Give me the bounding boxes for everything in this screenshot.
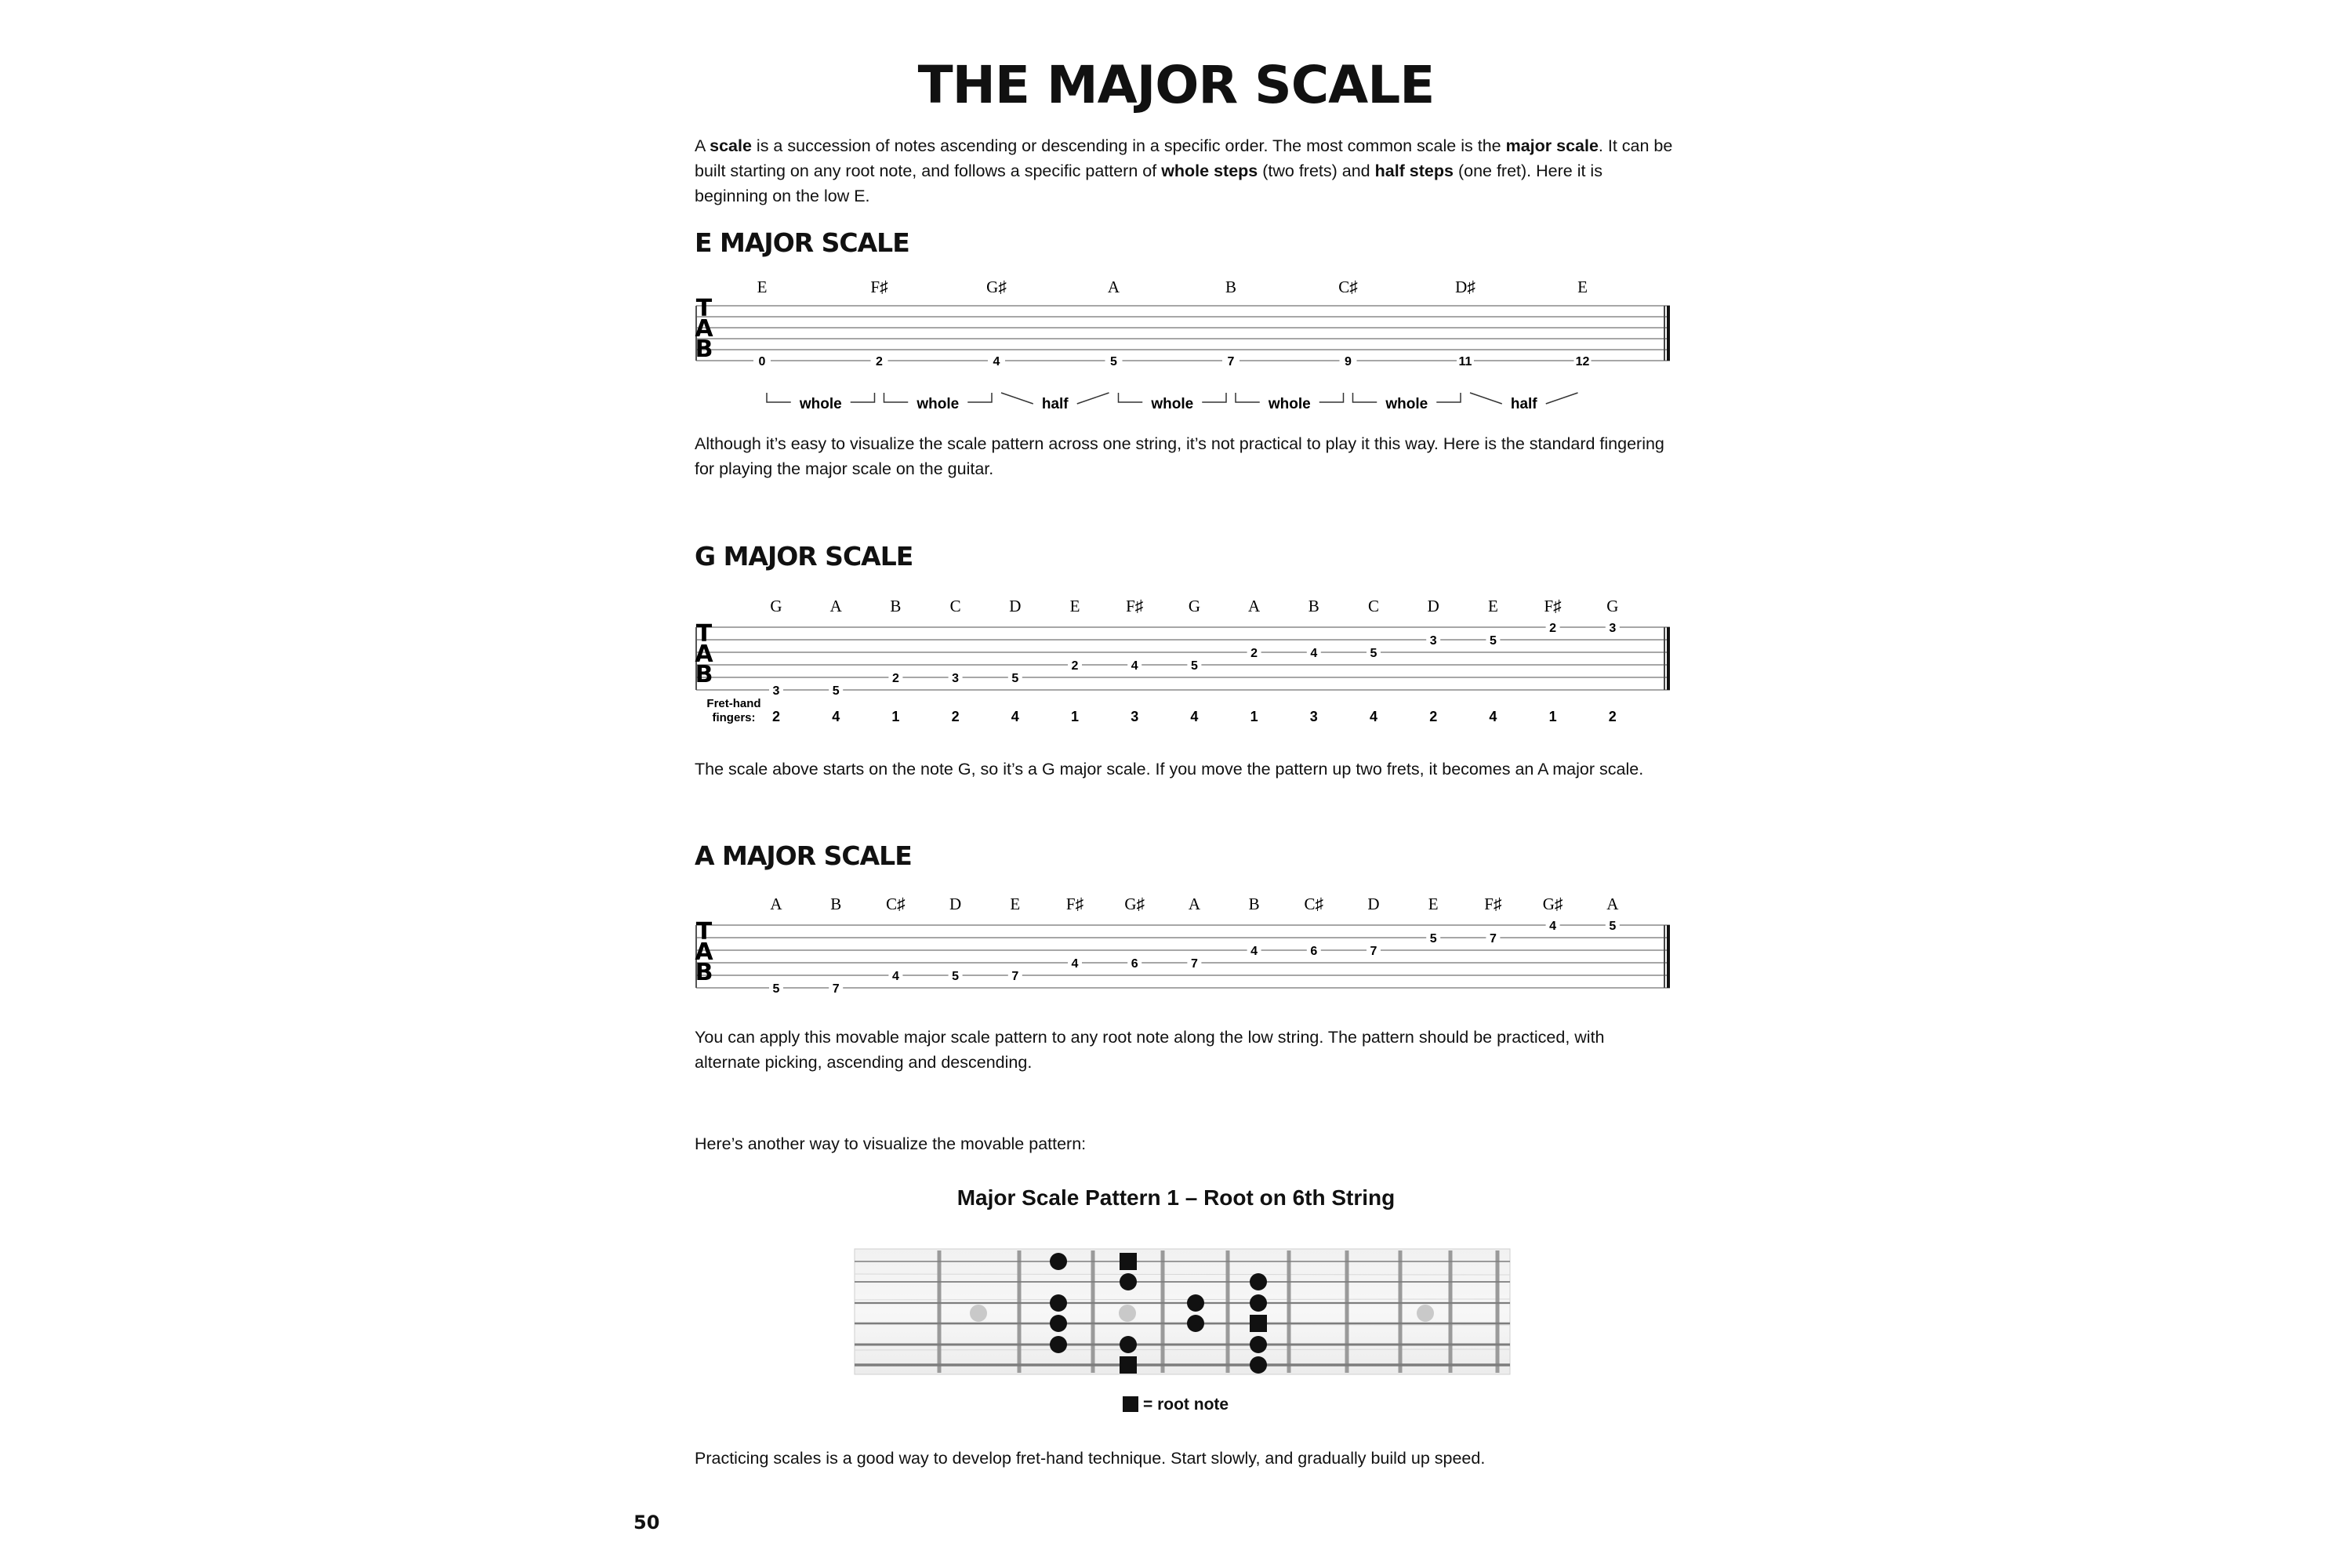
tab-clef-letter: A <box>695 641 713 668</box>
intro-bold-major-scale: major scale <box>1505 136 1599 155</box>
step-label: half <box>1041 396 1069 412</box>
paragraph-five: Here’s another way to visualize the movable pattern: <box>695 1134 1087 1153</box>
fret-number: 7 <box>1227 355 1235 368</box>
note-name: D <box>1367 895 1380 913</box>
finger-number: 3 <box>1309 709 1318 724</box>
step-label: half <box>1510 396 1537 412</box>
intro-text-5: (one fret). Here it is beginning on the low E. <box>695 162 1602 205</box>
fret-number: 6 <box>1310 945 1318 958</box>
fret-number: 4 <box>1250 945 1258 958</box>
paragraph-six: Practicing scales is a good way to develop fret-hand technique. Start slowly, and gradually build up speed. <box>695 1449 1486 1468</box>
finger-number: 2 <box>1608 709 1617 724</box>
note-name: E <box>1010 895 1021 913</box>
fret-number: 2 <box>1071 659 1079 673</box>
note-name: A <box>1188 895 1200 913</box>
fret-number: 2 <box>1549 622 1557 635</box>
finger-number: 2 <box>951 709 960 724</box>
fret-marker <box>1417 1305 1434 1322</box>
half-step-bracket <box>1546 393 1578 404</box>
fret-number: 3 <box>952 672 960 685</box>
fret-number: 5 <box>1370 647 1377 660</box>
fret-marker <box>1119 1305 1136 1322</box>
scale-dot <box>1050 1336 1067 1353</box>
tab-clef-letter: T <box>695 620 713 648</box>
note-name: B <box>830 895 842 913</box>
fret-number: 5 <box>952 970 960 983</box>
half-step-bracket <box>1001 393 1033 404</box>
note-name: D <box>1427 597 1439 615</box>
step-label: whole <box>1385 396 1428 412</box>
g-major-tab <box>690 588 1678 741</box>
finger-number: 2 <box>1429 709 1438 724</box>
half-step-bracket <box>1470 393 1502 404</box>
fret-number: 5 <box>1190 659 1198 673</box>
scale-dot <box>1050 1253 1067 1270</box>
note-name: C♯ <box>886 895 906 913</box>
finger-number: 1 <box>1250 709 1258 724</box>
note-name: D <box>1009 597 1022 615</box>
intro-paragraph <box>695 133 1675 209</box>
fretboard-diagram <box>853 1243 1512 1380</box>
note-name: D <box>949 895 962 913</box>
tab-clef-letter: B <box>695 661 713 688</box>
fret-number: 5 <box>832 684 840 698</box>
note-name: C <box>949 597 961 615</box>
intro-text-4: (two frets) and <box>1258 162 1375 180</box>
fret-number: 5 <box>1011 672 1019 685</box>
fret-number: 4 <box>1131 659 1138 673</box>
fingers-label-line-1: Fret-hand <box>706 697 761 710</box>
whole-step-bracket <box>1236 393 1260 402</box>
fret-number: 3 <box>1609 622 1617 635</box>
page-title: THE MAJOR SCALE <box>917 55 1435 115</box>
fret-number: 3 <box>772 684 780 698</box>
finger-number: 1 <box>1548 709 1557 724</box>
fret-number: 5 <box>1609 920 1617 933</box>
fret-number: 6 <box>1131 957 1138 971</box>
fret-number: 9 <box>1345 355 1352 368</box>
scale-dot <box>1187 1294 1204 1312</box>
paragraph-three: The scale above starts on the note G, so it’s a G major scale. If you move the pattern up two frets, it becomes an A major scale. <box>695 760 1644 779</box>
note-name: B <box>1225 278 1237 296</box>
note-name: G <box>1606 597 1619 615</box>
whole-step-bracket <box>967 393 992 402</box>
fret-number: 3 <box>1429 634 1437 648</box>
fret-marker <box>970 1305 987 1322</box>
intro-text-3: . It can be built starting on any root note, and follows a specific pattern of <box>695 136 1673 180</box>
scale-dot <box>1120 1273 1137 1290</box>
page-number: 50 <box>633 1512 660 1534</box>
finger-number: 1 <box>1070 709 1080 724</box>
paragraph-four: You can apply this movable major scale pattern to any root note along the low string. The pattern should be practiced, with alternate picking, ascending and descending. <box>695 1028 1605 1072</box>
half-step-bracket <box>1077 393 1109 404</box>
tab-clef-letter: B <box>695 959 713 986</box>
note-name: A <box>1606 895 1619 913</box>
root-note-legend <box>1123 1396 1229 1414</box>
fret-number: 7 <box>1011 970 1019 983</box>
scale-dot <box>1120 1336 1137 1353</box>
finger-number: 4 <box>1190 709 1199 724</box>
fret-number: 5 <box>772 982 780 996</box>
note-name: F♯ <box>1126 597 1144 615</box>
fret-number: 0 <box>758 355 766 368</box>
whole-step-bracket <box>884 393 909 402</box>
whole-step-bracket <box>767 393 791 402</box>
fret-number: 4 <box>1071 957 1079 971</box>
fret-number: 4 <box>891 970 899 983</box>
fret-number: 2 <box>891 672 899 685</box>
fret-number: 12 <box>1575 355 1590 368</box>
scale-dot <box>1050 1315 1067 1332</box>
scale-dot <box>1250 1336 1267 1353</box>
note-name: C♯ <box>1304 895 1324 913</box>
note-name: C♯ <box>1338 278 1358 296</box>
note-name: F♯ <box>1544 597 1562 615</box>
note-name: E <box>1069 597 1080 615</box>
note-name: A <box>1248 597 1261 615</box>
scale-dot <box>1250 1294 1267 1312</box>
note-name: F♯ <box>870 278 888 296</box>
fret-number: 5 <box>1110 355 1117 368</box>
step-label: whole <box>1268 396 1311 412</box>
fret-number: 4 <box>1549 920 1557 933</box>
scale-dot <box>1050 1294 1067 1312</box>
fret-number: 7 <box>832 982 840 996</box>
finger-number: 4 <box>1369 709 1378 724</box>
scale-dot <box>1250 1273 1267 1290</box>
g-major-heading: G MAJOR SCALE <box>695 541 913 572</box>
tab-clef-letter: A <box>695 938 713 966</box>
fret-number: 5 <box>1429 932 1437 946</box>
fret-number: 11 <box>1458 355 1472 368</box>
intro-bold-whole-steps: whole steps <box>1161 162 1258 180</box>
note-name: F♯ <box>1065 895 1084 913</box>
note-name: G♯ <box>1542 895 1563 913</box>
finger-number: 4 <box>1489 709 1497 724</box>
tab-clef-letter: B <box>695 336 713 363</box>
fret-number: 5 <box>1489 634 1497 648</box>
note-name: F♯ <box>1484 895 1502 913</box>
note-name: C <box>1367 597 1380 615</box>
step-label: whole <box>916 396 960 412</box>
e-major-heading: E MAJOR SCALE <box>695 227 909 258</box>
scale-dot <box>1187 1315 1204 1332</box>
fret-number: 4 <box>1310 647 1318 660</box>
note-name: B <box>1308 597 1319 615</box>
note-name: E <box>1577 278 1588 296</box>
legend-label: = root note <box>1143 1396 1229 1414</box>
finger-number: 2 <box>771 709 781 724</box>
note-name: G♯ <box>986 278 1007 296</box>
tab-clef-letter: T <box>695 295 713 322</box>
note-name: B <box>1248 895 1260 913</box>
scale-dot <box>1250 1356 1267 1374</box>
root-note-square <box>1120 1253 1137 1270</box>
note-name: E <box>1428 895 1439 913</box>
whole-step-bracket <box>1436 393 1461 402</box>
intro-bold-scale: scale <box>710 136 752 155</box>
tab-clef-letter: T <box>695 918 713 946</box>
fret-number: 7 <box>1370 945 1377 958</box>
root-note-square <box>1120 1356 1137 1374</box>
finger-number: 1 <box>891 709 900 724</box>
fretboard-wood <box>855 1249 1510 1374</box>
diagram-title: Major Scale Pattern 1 – Root on 6th String <box>956 1185 1396 1210</box>
root-note-square-icon <box>1123 1396 1138 1412</box>
finger-number: 3 <box>1131 709 1139 724</box>
note-name: G♯ <box>1124 895 1145 913</box>
whole-step-bracket <box>1119 393 1143 402</box>
paragraph-two: Although it’s easy to visualize the scale pattern across one string, it’s not practical to play it this way. Here is the standard fingering for playing the major scale on the guitar. <box>695 434 1664 478</box>
a-major-heading: A MAJOR SCALE <box>695 840 912 871</box>
note-name: A <box>1107 278 1120 296</box>
finger-number: 4 <box>1011 709 1019 724</box>
a-major-tab <box>690 886 1678 1004</box>
intro-text-2: is a succession of notes ascending or descending in a specific order. The most common scale is the <box>751 136 1506 155</box>
finger-number: 4 <box>832 709 840 724</box>
fret-number: 2 <box>1250 647 1258 660</box>
step-label: whole <box>799 396 842 412</box>
note-name: E <box>757 278 768 296</box>
fret-number: 7 <box>1190 957 1198 971</box>
intro-bold-half-steps: half steps <box>1374 162 1454 180</box>
tab-clef-letter: A <box>695 315 713 343</box>
whole-step-bracket <box>1202 393 1226 402</box>
fingers-label-line-2: fingers: <box>712 711 756 724</box>
whole-step-bracket <box>851 393 875 402</box>
root-note-square <box>1250 1315 1267 1332</box>
fret-number: 2 <box>876 355 883 368</box>
note-name: G <box>1188 597 1200 615</box>
whole-step-bracket <box>1319 393 1344 402</box>
fret-number: 7 <box>1489 932 1497 946</box>
note-name: D♯ <box>1455 278 1475 296</box>
step-label: whole <box>1151 396 1194 412</box>
note-name: B <box>890 597 902 615</box>
intro-text-1: A <box>695 136 710 155</box>
fret-number: 4 <box>993 355 1000 368</box>
whole-step-bracket <box>1353 393 1377 402</box>
note-name: E <box>1487 597 1498 615</box>
note-name: A <box>829 597 842 615</box>
e-major-tab <box>690 270 1678 416</box>
note-name: G <box>770 597 782 615</box>
note-name: A <box>770 895 782 913</box>
